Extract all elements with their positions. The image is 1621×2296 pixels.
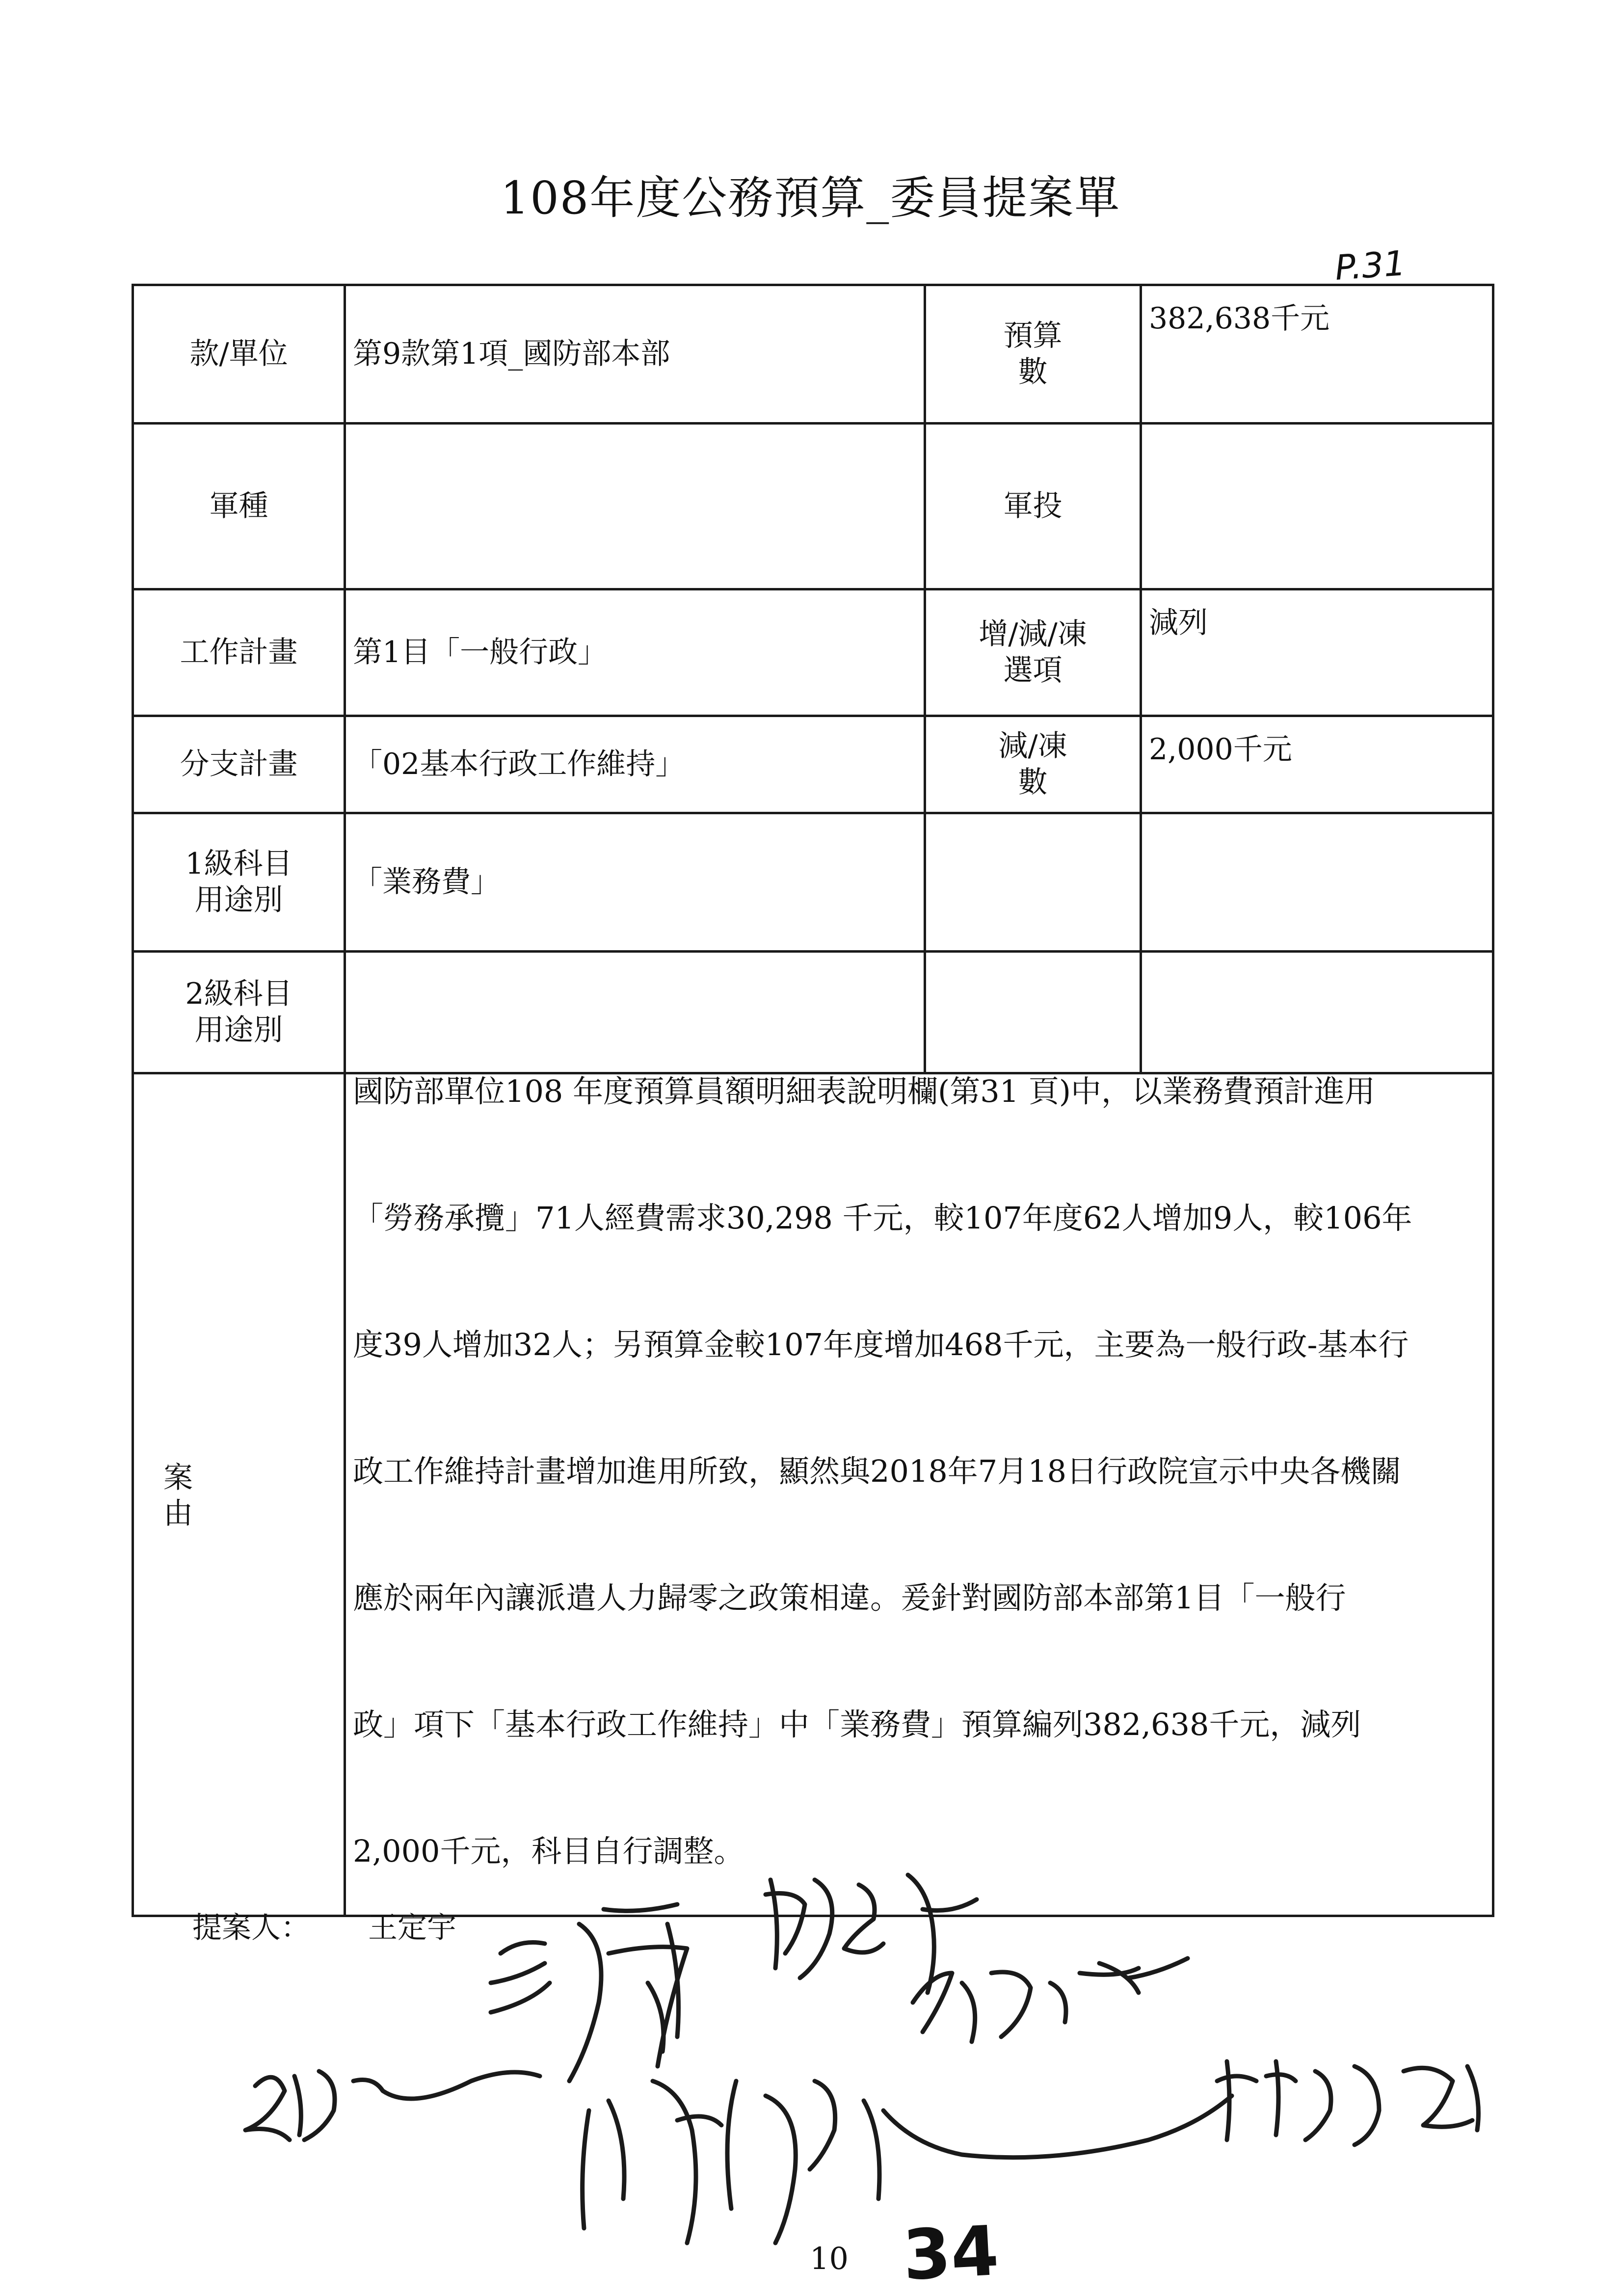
- sub-plan-value: 「02基本行政工作維持」: [345, 716, 925, 813]
- page-number: 10: [810, 2241, 849, 2276]
- reason-line: 政」項下「基本行政工作維持」中「業務費」預算編列382,638千元，減列: [353, 1707, 1361, 1742]
- handwritten-page-stamp: 34: [901, 2211, 1001, 2296]
- option-label-line1: 增/減/凍: [979, 617, 1087, 652]
- row-reason: [133, 1073, 1493, 1916]
- signature-scribble: [491, 1904, 687, 2081]
- reason-line: 應於兩年內讓派遣人力歸零之政策相違。爰針對國防部本部第1目「一般行: [353, 1580, 1346, 1616]
- level1-blank-2: [1141, 813, 1493, 952]
- reason-line: 度39人增加32人；另預算金較107年度增加468千元，主要為一般行政-基本行: [353, 1327, 1409, 1362]
- row-branch: [133, 424, 1493, 589]
- row-sub-plan: [133, 716, 1493, 813]
- handwritten-signatures: [0, 1865, 1621, 2292]
- reason-line: 2,000千元，科目自行調整。: [353, 1833, 744, 1869]
- proposer-name: 王定宇: [368, 1911, 456, 1945]
- signature-scribble: [1217, 2061, 1479, 2145]
- cut-label-line1: 減/凍: [998, 729, 1067, 764]
- signature-scribble: [913, 1958, 1188, 2042]
- proposer-label: 提案人：: [192, 1911, 310, 1945]
- level2-label: [133, 952, 345, 1073]
- sub-plan-label: 分支計畫: [133, 716, 345, 813]
- cut-label: [925, 716, 1141, 813]
- cut-value: 2,000千元: [1141, 716, 1493, 813]
- reason-line: 政工作維持計畫增加進用所致，顯然與2018年7月18日行政院宣示中央各機關: [353, 1453, 1402, 1489]
- reason-body: [345, 1073, 1493, 1916]
- budget-label-line2: 數: [1018, 354, 1048, 389]
- reason-label: 案由: [133, 1073, 345, 1916]
- reason-text: [353, 1028, 1485, 1915]
- work-plan-value: 第1目「一般行政」: [345, 589, 925, 716]
- budget-value: 382,638千元: [1141, 285, 1493, 424]
- reason-line: 「勞務承攬」71人經費需求30,298 千元，較107年度62人增加9人，較106年: [353, 1200, 1412, 1236]
- cut-label-line2: 數: [1018, 765, 1048, 800]
- option-label: [925, 589, 1141, 716]
- row-work-plan: [133, 589, 1493, 716]
- page-title: 108年度公務預算_委員提案單: [500, 172, 1121, 224]
- proposal-form-table: [132, 284, 1494, 1917]
- level1-blank-1: [925, 813, 1141, 952]
- option-label-line2: 選項: [1003, 653, 1063, 688]
- unit-value: 第9款第1項_國防部本部: [345, 285, 925, 424]
- level2-label-line1: 2級科目: [185, 977, 292, 1012]
- level1-label-line1: 1級科目: [185, 847, 292, 881]
- level1-label: [133, 813, 345, 952]
- level1-value: 「業務費」: [345, 813, 925, 952]
- work-plan-label: 工作計畫: [133, 589, 345, 716]
- branch-label: 軍種: [133, 424, 345, 589]
- budget-label: [925, 285, 1141, 424]
- branch-value: [345, 424, 925, 589]
- row-unit: [133, 285, 1493, 424]
- unit-label: 款/單位: [133, 285, 345, 424]
- reason-line: 國防部單位108 年度預算員額明細表說明欄(第31 頁)中，以業務費預計進用: [353, 1073, 1376, 1109]
- signature-scribble: [245, 2071, 540, 2140]
- row-level1: [133, 813, 1493, 952]
- page-reference-mark: P.31: [1333, 243, 1407, 288]
- budget-label-line1: 預算: [1003, 319, 1063, 353]
- military-invest-value: [1141, 424, 1493, 589]
- level2-label-line2: 用途別: [194, 1013, 283, 1047]
- option-value: 減列: [1141, 589, 1493, 716]
- level1-label-line2: 用途別: [194, 882, 283, 917]
- military-invest-label: 軍投: [925, 424, 1141, 589]
